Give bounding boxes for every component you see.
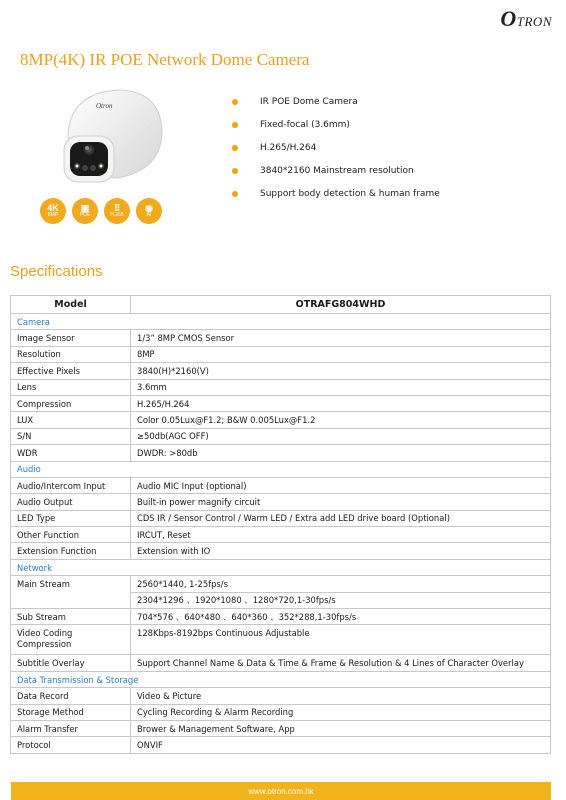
logo-initial: O	[500, 6, 517, 31]
table-header-row	[11, 296, 551, 314]
feature-item: IR POE Dome Camera	[228, 90, 440, 113]
table-row: Storage Method Cycling Recording & Alarm Recording	[11, 704, 551, 720]
bullet-icon	[232, 191, 238, 197]
table-row: LED Type CDS IR / Sensor Control / Warm LED / Extra add LED drive board (Optional)	[11, 510, 551, 526]
table-row: Compression H.265/H.264	[11, 395, 551, 411]
table-row: Subtitle Overlay Support Channel Name & Data & Time & Frame & Resolution & 4 Lines of Character Overlay	[11, 655, 551, 671]
section-row-audio: Audio	[11, 461, 551, 477]
badge-h265: ⠿ H.265	[104, 198, 130, 224]
table-row: Data Record Video & Picture	[11, 688, 551, 704]
model-value: OTRAFG804WHD	[131, 296, 551, 314]
table-row: Lens 3.6mm	[11, 379, 551, 395]
feature-badges	[40, 198, 162, 224]
table-row: WDR DWDR: >80db	[11, 445, 551, 461]
table-row: Sub Stream 704*576 、640*480 、640*360 、352*288,1-30fps/s	[11, 609, 551, 625]
badge-4k: 4K 8MP	[40, 198, 66, 224]
badge-ai: ◉ AI	[136, 198, 162, 224]
table-row: LUX Color 0.05Lux@F1.2; B&W 0.005Lux@F1.2	[11, 412, 551, 428]
section-row-data-storage: Data Transmission & Storage	[11, 671, 551, 687]
footer-url-link[interactable]: www.otron.com.hk	[248, 786, 314, 796]
table-row: Protocol ONVIF	[11, 737, 551, 753]
section-row-network: Network	[11, 559, 551, 575]
table-row: Video Coding Compression 128Kbps-8192bps Continuous Adjustable	[11, 625, 551, 655]
table-row: Effective Pixels 3840(H)*2160(V)	[11, 363, 551, 379]
table-row: Audio/Intercom Input Audio MIC Input (optional)	[11, 477, 551, 493]
table-row: Extension Function Extension with IO	[11, 543, 551, 559]
logo-rest: TRON	[516, 14, 552, 29]
table-row: S/N ≥50db(AGC OFF)	[11, 428, 551, 444]
table-row: Image Sensor 1/3” 8MP CMOS Sensor	[11, 330, 551, 346]
model-label: Model	[11, 296, 131, 314]
table-row: 2304*1296 、1920*1080 、1280*720,1-30fps/s	[11, 592, 551, 608]
table-row: Other Function IRCUT, Reset	[11, 527, 551, 543]
section-row-camera: Camera	[11, 314, 551, 330]
bullet-icon	[232, 122, 238, 128]
product-title: 8MP(4K) IR POE Network Dome Camera	[20, 50, 310, 69]
feature-item: 3840*2160 Mainstream resolution	[228, 159, 440, 182]
footer-bar	[11, 782, 551, 800]
brand-logo	[500, 6, 552, 32]
dome-camera-image	[50, 78, 170, 188]
feature-item: Support body detection & human frame	[228, 182, 440, 205]
bullet-icon	[232, 145, 238, 151]
feature-list	[228, 90, 440, 205]
specifications-heading: Specifications	[10, 263, 103, 280]
svg-text:Otron: Otron	[96, 102, 113, 110]
feature-item: H.265/H.264	[228, 136, 440, 159]
badge-poe: ▣ POE	[72, 198, 98, 224]
bullet-icon	[232, 168, 238, 174]
table-row: Alarm Transfer Brower & Management Software, App	[11, 720, 551, 736]
feature-item: Fixed-focal (3.6mm)	[228, 113, 440, 136]
specifications-table	[10, 295, 551, 754]
table-row: Audio Output Built-in power magnify circuit	[11, 494, 551, 510]
table-row: Resolution 8MP	[11, 346, 551, 362]
bullet-icon	[232, 99, 238, 105]
table-row: Main Stream 2560*1440, 1-25fps/s	[11, 576, 551, 592]
